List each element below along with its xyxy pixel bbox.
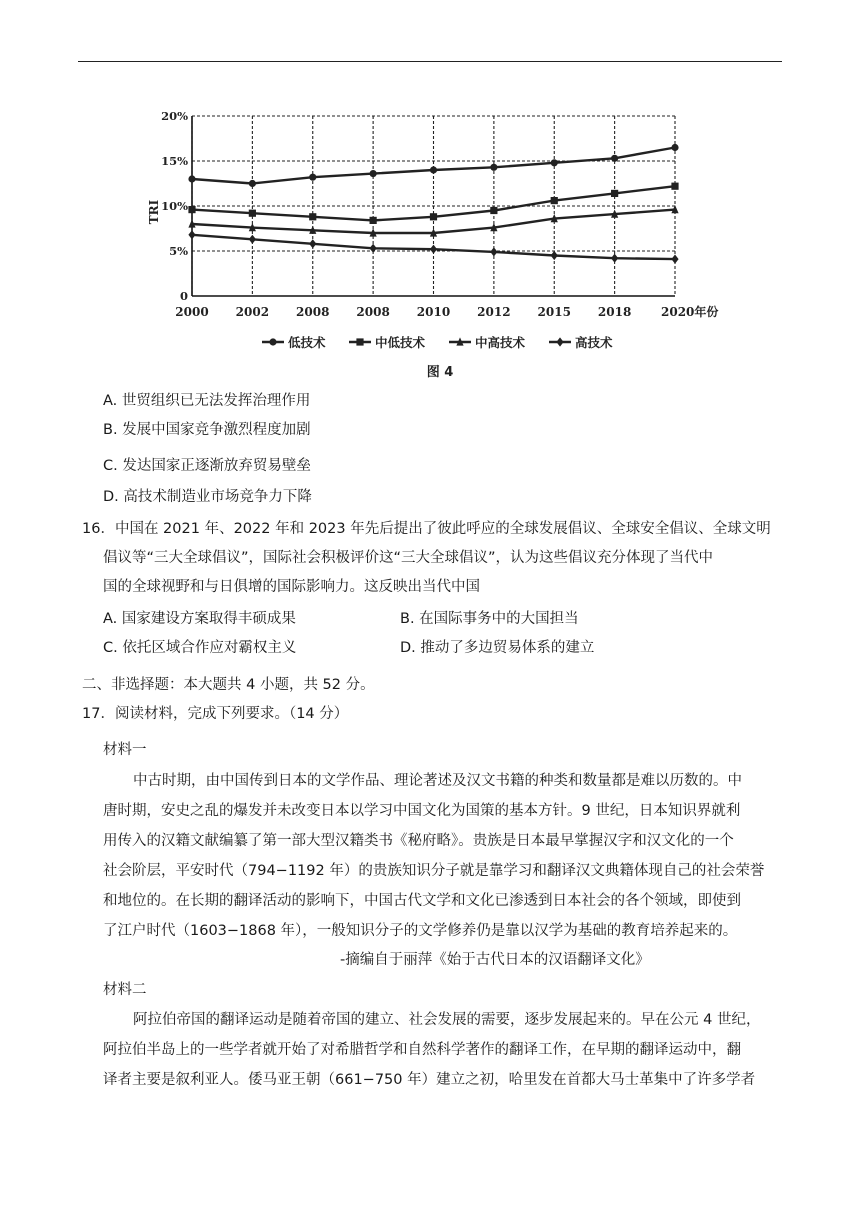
x-tick-label: 2015 [537, 305, 571, 319]
q16-stem-line: 16．中国在 2021 年、2022 年和 2023 年先后提出了彼此呼应的全球发展倡议、全球安全倡议、全球文明 [82, 521, 771, 537]
x-tick-label: 2008 [356, 305, 390, 319]
material-1-line: 唐时期，安史之乱的爆发并未改变日本以学习中国文化为国策的基本方针。9 世纪，日本知识界就利 [103, 803, 741, 819]
data-point [671, 183, 678, 190]
y-axis-label: TRI [147, 199, 161, 225]
material-2-line: 阿拉伯半岛上的一些学者就开始了对希腊哲学和自然科学著作的翻译工作，在早期的翻译运动中，翻 [103, 1042, 741, 1058]
legend-marker [269, 338, 276, 345]
q16-stem-line: 国的全球视野和与日俱增的国际影响力。这反映出当代中国 [103, 579, 480, 595]
x-tick-label: 2012 [477, 305, 511, 319]
data-point [188, 175, 195, 182]
y-tick-label: 15% [161, 154, 188, 168]
section-2-title: 二、非选择题：本大题共 4 小题，共 52 分。 [82, 677, 375, 693]
material-2-line: 译者主要是叙利亚人。倭马亚王朝（661−750 年）建立之初，哈里发在首都大马士革集中了许多学者 [103, 1072, 756, 1088]
data-point [188, 206, 195, 213]
data-point [490, 247, 497, 256]
data-point [249, 210, 256, 217]
material-1-line: 用传入的汉籍文献编纂了第一部大型汉籍类书《秘府略》。贵族是日本最早掌握汉字和汉文化的一个 [103, 833, 734, 849]
legend-label: 高技术 [575, 335, 613, 350]
data-point [249, 235, 256, 244]
data-point [309, 239, 316, 248]
material-2-line: 阿拉伯帝国的翻译运动是随着帝国的建立、社会发展的需要，逐步发展起来的。早在公元 4 世纪， [133, 1012, 761, 1028]
data-point [551, 251, 558, 260]
data-point [370, 170, 377, 177]
data-point [551, 197, 558, 204]
q15-option-d: D. 高技术制造业市场竞争力下降 [103, 489, 312, 505]
material-1-source: -摘编自于丽萍《始于古代日本的汉语翻译文化》 [340, 952, 650, 968]
legend-label: 低技术 [288, 335, 326, 350]
x-tick-label: 2008 [296, 305, 330, 319]
data-point [370, 217, 377, 224]
q15-option-b: B. 发展中国家竞争激烈程度加剧 [103, 422, 311, 438]
data-point [188, 230, 195, 239]
legend-marker [556, 337, 563, 346]
header-rule [78, 61, 782, 62]
data-point [430, 166, 437, 173]
x-tick-label: 2000 [175, 305, 209, 319]
x-tick-label: 2020年份 [661, 305, 719, 319]
data-point [430, 245, 437, 254]
data-point [551, 159, 558, 166]
y-tick-label: 0 [179, 289, 188, 303]
legend-label: 中高技术 [475, 335, 526, 350]
data-point [671, 144, 678, 151]
data-point [309, 213, 316, 220]
q16-option-b: B. 在国际事务中的大国担当 [400, 611, 579, 627]
y-tick-label: 5% [169, 244, 188, 258]
data-point [490, 164, 497, 171]
q16-option-d: D. 推动了多边贸易体系的建立 [400, 640, 595, 656]
x-tick-label: 2018 [597, 305, 632, 319]
data-point [611, 190, 618, 197]
material-1-line: 中古时期，由中国传到日本的文学作品、理论著述及汉文书籍的种类和数量都是难以历数的。中 [133, 773, 742, 789]
material-1-label: 材料一 [103, 742, 147, 758]
q16-stem-line: 倡议等“三大全球倡议”，国际社会积极评价这“三大全球倡议”，认为这些倡议充分体现了当代中 [103, 550, 714, 566]
x-tick-label: 2002 [235, 305, 270, 319]
data-point [611, 155, 618, 162]
q17-stem: 17．阅读材料，完成下列要求。（14 分） [82, 706, 349, 722]
data-point [671, 255, 678, 264]
q15-option-c: C. 发达国家正逐渐放弃贸易壁垒 [103, 458, 311, 474]
data-point [490, 207, 497, 214]
legend-label: 中低技术 [375, 335, 426, 350]
data-point [249, 180, 256, 187]
figure-caption: 图 4 [426, 365, 454, 380]
data-point [430, 213, 437, 220]
q16-option-a: A. 国家建设方案取得丰硕成果 [103, 611, 296, 627]
q16-option-c: C. 依托区域合作应对霸权主义 [103, 640, 297, 656]
material-2-label: 材料二 [103, 982, 147, 998]
y-tick-label: 20% [161, 109, 188, 123]
data-point [611, 254, 618, 263]
q15-option-a: A. 世贸组织已无法发挥治理作用 [103, 393, 311, 409]
legend-marker [356, 338, 363, 345]
y-tick-label: 10% [161, 199, 188, 213]
x-tick-label: 2010 [416, 305, 451, 319]
tri-line-chart [147, 100, 740, 390]
material-1-line: 社会阶层，平安时代（794−1192 年）的贵族知识分子就是靠学习和翻译汉文典籍体现自己的社会荣誉 [103, 863, 765, 879]
data-point [309, 174, 316, 181]
material-1-line: 了江户时代（1603−1868 年），一般知识分子的文学修养仍是靠以汉学为基础的教育培养起来的。 [103, 923, 738, 939]
material-1-line: 和地位的。在长期的翻译活动的影响下，中国古代文学和文化已渗透到日本社会的各个领域，即使到 [103, 893, 741, 909]
data-point [370, 244, 377, 253]
